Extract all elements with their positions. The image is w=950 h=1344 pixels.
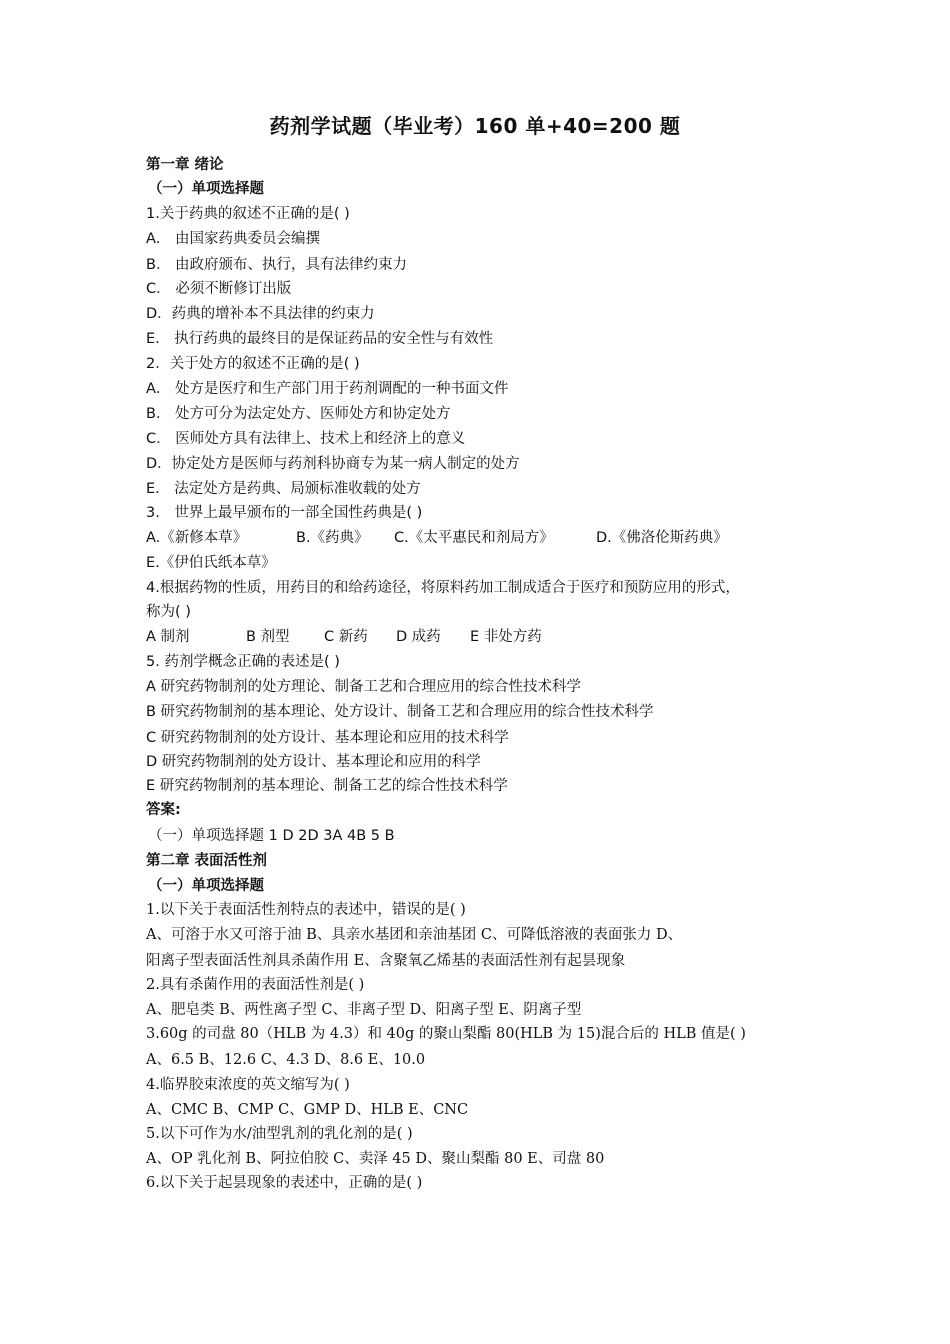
ch1-q5-option-e: E 研究药物制剂的基本理论、制备工艺的综合性技术科学: [146, 778, 508, 794]
chapter1-heading: 第一章 绪论: [146, 157, 224, 173]
ch1-q5-stem: 5. 药剂学概念正确的表述是( ): [146, 654, 340, 670]
ch2-q2-options: A、肥皂类 B、两性离子型 C、非离子型 D、阳离子型 E、阴离子型: [146, 1002, 582, 1018]
ch1-q3-options: [146, 529, 728, 547]
ch1-q4-option-c: C 新药: [324, 629, 368, 645]
ch1-q1-option-a: A． 由国家药典委员会编撰: [146, 231, 321, 247]
ch1-q3-option-c: C.《太平惠民和剂局方》: [394, 530, 554, 546]
ch1-q5-option-c: C 研究药物制剂的处方设计、基本理论和应用的技术科学: [146, 730, 509, 746]
ch1-q1-option-c: C． 必须不断修订出版: [146, 281, 292, 297]
ch2-q2-stem: 2.具有杀菌作用的表面活性剂是( ): [146, 977, 365, 993]
ch2-q6-stem: 6.以下关于起昙现象的表述中，正确的是( ): [146, 1175, 423, 1191]
ch1-q1-option-e: E． 执行药典的最终目的是保证药品的安全性与有效性: [146, 331, 494, 347]
answer-line: （一）单项选择题 1 D 2D 3A 4B 5 B: [148, 828, 395, 844]
ch1-q2-option-d: D．协定处方是医师与药剂科协商专为某一病人制定的处方: [146, 456, 520, 472]
ch1-q4-option-e: E 非处方药: [470, 629, 542, 645]
ch1-q1-option-d: D．药典的增补本不具法律的约束力: [146, 306, 375, 322]
ch1-q2-option-e: E． 法定处方是药典、局颁标准收载的处方: [146, 481, 421, 497]
ch1-q2-option-a: A． 处方是医疗和生产部门用于药剂调配的一种书面文件: [146, 381, 509, 397]
chapter2-heading: 第二章 表面活性剂: [146, 853, 268, 869]
ch1-q2-option-c: C． 医师处方具有法律上、技术上和经济上的意义: [146, 431, 466, 447]
ch1-q4-option-b: B 剂型: [246, 629, 290, 645]
ch2-q3-stem: 3.60g 的司盘 80（HLB 为 4.3）和 40g 的聚山梨酯 80(HLB 为 15)混合后的 HLB 值是( ): [146, 1026, 746, 1042]
ch2-q5-stem: 5.以下可作为水/油型乳剂的乳化剂的是( ): [146, 1126, 413, 1142]
ch1-q3-option-a: A.《新修本草》: [146, 530, 248, 546]
ch1-q2-stem: 2．关于处方的叙述不正确的是( ): [146, 356, 360, 372]
ch2-q1-options-line2: 阳离子型表面活性剂具杀菌作用 E、含聚氧乙烯基的表面活性剂有起昙现象: [146, 953, 626, 969]
answer-heading: 答案:: [146, 802, 181, 818]
ch1-q3-option-e: E.《伊伯氏纸本草》: [146, 555, 276, 571]
ch2-q5-options: A、OP 乳化剂 B、阿拉伯胶 C、卖泽 45 D、聚山梨酯 80 E、司盘 80: [146, 1151, 605, 1167]
ch1-q3-option-b: B.《药典》: [296, 530, 369, 546]
ch1-q4-stem-line2: 称为( ): [146, 604, 191, 620]
ch1-q1-option-b: B． 由政府颁布、执行，具有法律约束力: [146, 257, 408, 273]
chapter1-section-heading: （一）单项选择题: [148, 181, 264, 197]
ch1-q1-stem: 1.关于药典的叙述不正确的是( ): [146, 206, 350, 222]
ch1-q3-stem: 3． 世界上最早颁布的一部全国性药典是( ): [146, 505, 423, 521]
ch1-q4-option-d: D 成药: [396, 629, 441, 645]
ch1-q3-option-d: D.《佛洛伦斯药典》: [596, 530, 728, 546]
ch2-q1-stem: 1.以下关于表面活性剂特点的表述中，错误的是( ): [146, 902, 466, 918]
ch1-q2-option-b: B． 处方可分为法定处方、医师处方和协定处方: [146, 406, 451, 422]
ch2-q4-stem: 4.临界胶束浓度的英文缩写为( ): [146, 1077, 350, 1093]
ch2-q1-options-line1: A、可溶于水又可溶于油 B、具亲水基团和亲油基团 C、可降低溶液的表面张力 D、: [146, 927, 683, 943]
ch1-q4-options: [146, 628, 542, 646]
chapter2-section-heading: （一）单项选择题: [148, 878, 264, 894]
ch2-q3-options: A、6.5 B、12.6 C、4.3 D、8.6 E、10.0: [146, 1052, 426, 1068]
ch1-q5-option-d: D 研究药物制剂的处方设计、基本理论和应用的科学: [146, 754, 481, 770]
ch1-q4-stem-line1: 4.根据药物的性质，用药目的和给药途径，将原料药加工制成适合于医疗和预防应用的形式，: [146, 580, 740, 596]
ch2-q4-options: A、CMC B、CMP C、GMP D、HLB E、CNC: [146, 1102, 469, 1118]
document-title: 药剂学试题（毕业考）160 单+40=200 题: [269, 114, 681, 138]
ch1-q5-option-a: A 研究药物制剂的处方理论、制备工艺和合理应用的综合性技术科学: [146, 679, 582, 695]
ch1-q4-option-a: A 制剂: [146, 629, 190, 645]
ch1-q5-option-b: B 研究药物制剂的基本理论、处方设计、制备工艺和合理应用的综合性技术科学: [146, 704, 654, 720]
